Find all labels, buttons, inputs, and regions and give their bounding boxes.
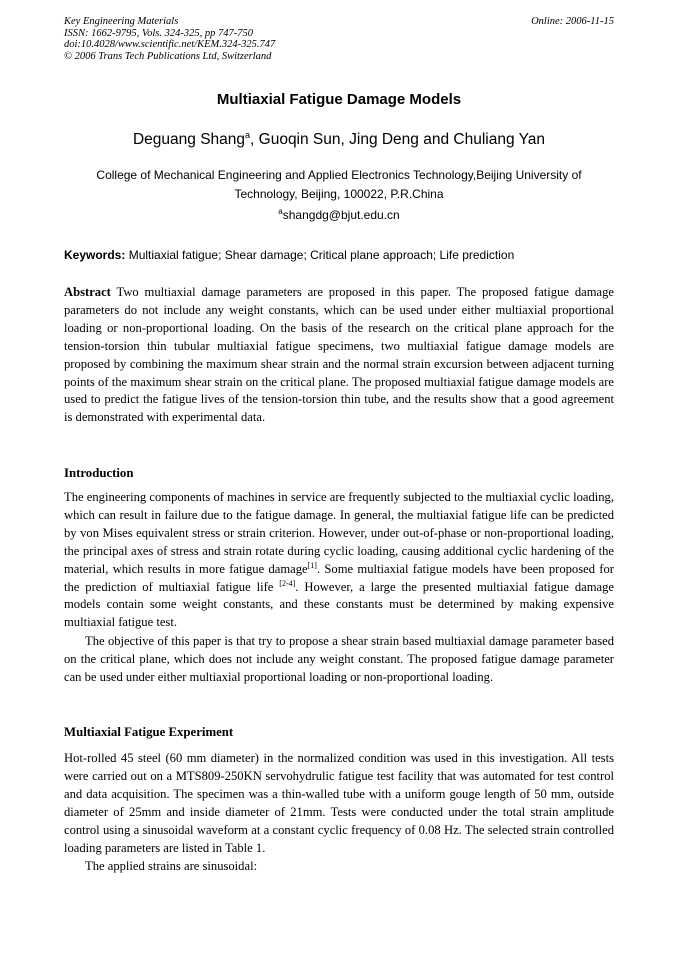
journal-name: Key Engineering Materials	[64, 16, 179, 27]
online-date: Online: 2006-11-15	[531, 16, 614, 27]
intro-text-c: . However, a large the presented multiaxial fatigue damage models contain some weight constants, and these constants must be determined by making expensive multiaxial fatigue test.	[64, 579, 614, 630]
other-authors: , Guoqin Sun, Jing Deng and Chuliang Yan	[250, 131, 546, 148]
copyright-line: © 2006 Trans Tech Publications Ltd, Switzerland	[64, 50, 272, 62]
experiment-paragraph-1: Hot-rolled 45 steel (60 mm diameter) in the normalized condition was used in this investigation. All tests were carried out on a MTS809-250KN servohydrulic fatigue test facility that was automated for test control and data acquisition. The specimen was a thin-walled tube with a uniform gouge length of 50 mm, outside diameter of 25mm and inside diameter of 21mm. Tests were conducted under the total strain amplitude control using a sinusoidal waveform at a constant cyclic frequency of 0.08 Hz. The selected strain controlled loading parameters are listed in Table 1.	[64, 751, 614, 855]
intro-text-a: The engineering components of machines in service are frequently subjected to the multiaxial cyclic loading, which can result in failure due to the fatigue damage. In general, the multiaxial fatigue life can be predicted by von Mises equivalent stress or strain criterion. However, under out-of-phase or non-proportional loading, the principal axes of stress and strain rotate during cyclic loading, causing additional cyclic hardening of the material, which results in more fatigue damage	[64, 490, 614, 576]
introduction-paragraph-2: The objective of this paper is that try to propose a shear strain based multiaxial damage parameter based on the critical plane, which does not include any weight constant. The proposed fatigue damage parameter can be used under either multiaxial proportional loading or non-proportional loading.	[64, 634, 614, 684]
contact-email	[64, 208, 614, 222]
keywords-label: Keywords:	[64, 248, 126, 262]
keywords	[64, 248, 614, 262]
introduction-paragraph-1	[64, 489, 614, 632]
introduction-heading: Introduction	[64, 466, 134, 480]
author-list	[64, 131, 614, 149]
experiment-paragraph-2: The applied strains are sinusoidal:	[85, 859, 258, 873]
abstract	[64, 284, 614, 427]
citation-1: [1]	[307, 560, 317, 570]
first-author: Deguang Shang	[132, 131, 246, 148]
email-address: shangdg@bjut.edu.cn	[282, 208, 400, 222]
intro-text-b: . Some multiaxial fatigue models have been proposed for the prediction of multiaxial fatigue life	[64, 561, 614, 594]
keywords-text: Multiaxial fatigue; Shear damage; Critical plane approach; Life prediction	[125, 248, 515, 262]
issn-line: ISSN: 1662-9795, Vols. 324-325, pp 747-750	[64, 27, 253, 39]
paper-title: Multiaxial Fatigue Damage Models	[216, 91, 462, 108]
email-marker: a	[278, 207, 283, 216]
abstract-text: Two multiaxial damage parameters are proposed in this paper. The proposed fatigue damage parameters do not include any weight constants, which can be used under either multiaxial proportional loading or non-proportional loading. On the basis of the research on the critical plane approach for the tension-torsion thin tubular multiaxial fatigue specimens, two multiaxial fatigue damage models are proposed by combining the maximum shear strain and the normal strain excursion between adjacent turning points of the maximum shear strain on the critical plane. The proposed multiaxial fatigue damage models are used to predict the fatigue lives of the tension-torsion thin tube, and the results show that a good agreement is demonstrated with experimental data.	[64, 285, 614, 425]
citation-2-4: [2-4]	[279, 578, 296, 588]
experiment-heading: Multiaxial Fatigue Experiment	[64, 725, 234, 739]
abstract-label: Abstract	[64, 285, 111, 299]
first-author-marker: a	[245, 129, 251, 140]
affiliation: College of Mechanical Engineering and Applied Electronics Technology,Beijing University of Technology, Beijing, 100022, P.R.China	[96, 168, 582, 201]
journal-header	[64, 16, 275, 62]
doi-line: doi:10.4028/www.scientific.net/KEM.324-325.747	[64, 39, 276, 50]
